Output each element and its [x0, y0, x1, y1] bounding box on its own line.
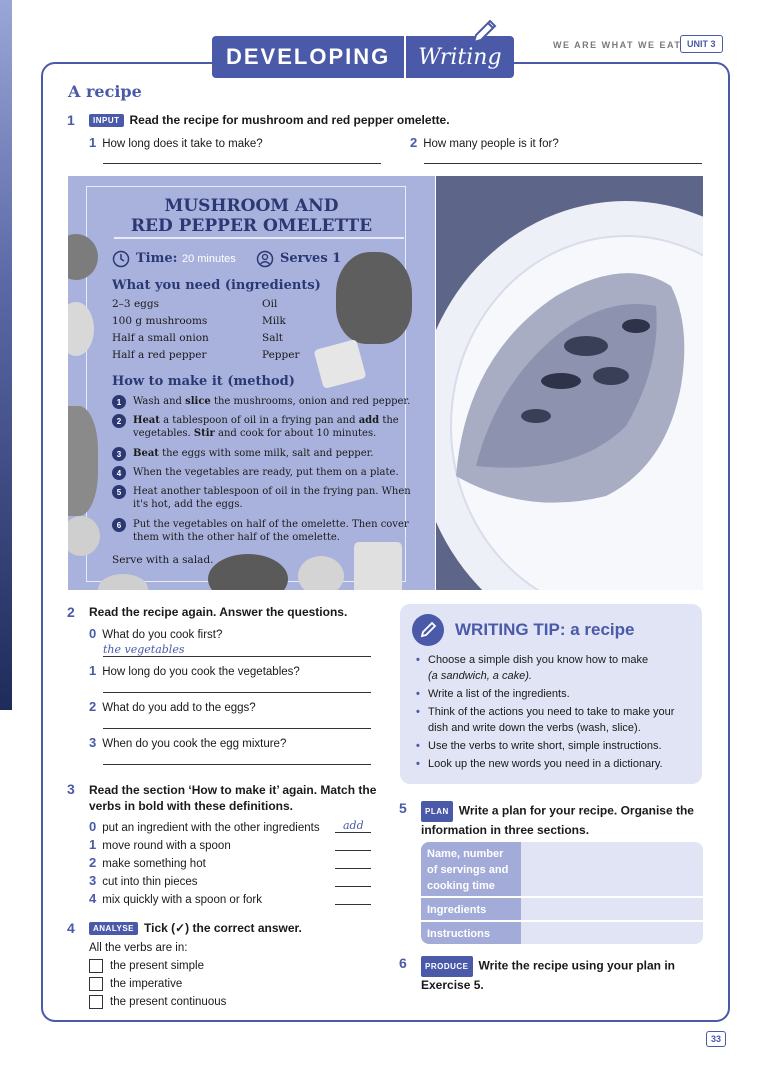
tip-item — [416, 704, 698, 736]
produce-tag: PRODUCE — [421, 956, 473, 977]
header-developing: DEVELOPING — [226, 44, 391, 69]
exercise-4-lead: All the verbs are in: — [89, 942, 188, 954]
step-number: 4 — [112, 466, 126, 480]
answer-line — [335, 832, 371, 833]
method-step — [112, 466, 412, 480]
question-text: How long does it take to make? — [102, 138, 263, 150]
pencil-icon — [412, 614, 444, 646]
answer-line[interactable] — [103, 163, 381, 164]
plan-row — [421, 842, 703, 898]
pencil-icon — [468, 18, 498, 48]
answer-line[interactable] — [103, 764, 371, 765]
ingredient: Milk — [262, 315, 286, 327]
exercise-2-question-1 — [89, 663, 300, 678]
exercise-5-instruction — [421, 801, 694, 839]
step-text-part: the vegetables. — [133, 415, 399, 439]
exercise-2-number: 2 — [67, 604, 75, 620]
answer-line[interactable] — [103, 728, 371, 729]
recipe-title-line-1: MUSHROOM AND — [164, 196, 339, 216]
ingredient: Half a small onion — [112, 332, 209, 344]
example-answer: the vegetables — [103, 643, 185, 656]
answer-line[interactable] — [424, 163, 702, 164]
section-title: A recipe — [68, 82, 142, 101]
left-edge-image — [0, 0, 12, 710]
unit-title: WE ARE WHAT WE EAT — [553, 40, 682, 50]
recipe-title — [68, 196, 435, 236]
match-item — [89, 819, 320, 834]
item-text: cut into thin pieces — [102, 876, 198, 888]
exercise-1-question-2 — [410, 135, 559, 150]
time-label-text: Time: — [136, 251, 178, 266]
exercise-1-instruction — [89, 113, 450, 127]
omelette-photo — [436, 176, 703, 590]
step-number: 6 — [112, 518, 126, 532]
exercise-5-number: 5 — [399, 800, 407, 816]
ingredient: Half a red pepper — [112, 349, 207, 361]
step-text — [133, 395, 410, 409]
time-value: 20 minutes — [181, 253, 236, 265]
step-number: 3 — [112, 447, 126, 461]
option-label: the present simple — [110, 960, 204, 972]
pencil-glyph — [412, 614, 444, 646]
plan-cell[interactable] — [521, 898, 703, 920]
method-step — [112, 395, 412, 409]
match-item — [89, 873, 198, 888]
tip-text: (a sandwich, a cake). — [428, 670, 532, 682]
item-number: 3 — [89, 873, 97, 888]
header-writing: Writing — [404, 36, 513, 78]
ingredient: 100 g mushrooms — [112, 315, 208, 327]
step-number: 5 — [112, 485, 126, 499]
method-heading: How to make it (method) — [112, 374, 295, 389]
plan-row — [421, 922, 703, 944]
step-text: When the vegetables are ready, put them on a plate. — [133, 467, 399, 478]
item-text: move round with a spoon — [102, 840, 231, 852]
question-number: 2 — [410, 135, 418, 150]
red-pepper-image — [336, 252, 412, 344]
step-text-part: a tablespoon of oil in a frying pan and — [159, 415, 359, 426]
step-text — [133, 447, 373, 461]
ingredient: Oil — [262, 298, 278, 310]
ingredients-heading: What you need (ingredients) — [112, 278, 321, 293]
exercise-4-instruction — [89, 921, 302, 935]
instruction-line: Write the recipe using your plan in — [478, 958, 675, 973]
unit-badge: UNIT 3 — [680, 35, 723, 53]
plan-cell[interactable] — [521, 922, 703, 944]
checkbox[interactable] — [89, 959, 103, 973]
instruction-line: verbs in bold with these definitions. — [89, 799, 294, 813]
plan-row-header: Ingredients — [421, 898, 521, 920]
step-text — [133, 414, 412, 440]
writing-tip-box — [400, 604, 702, 784]
instruction-line: Exercise 5. — [421, 978, 484, 992]
ingredient: Salt — [262, 332, 284, 344]
option-label: the present continuous — [110, 996, 227, 1008]
title-rule — [114, 237, 404, 239]
exercise-6-instruction — [421, 956, 675, 994]
exercise-2-instruction: Read the recipe again. Answer the questions. — [89, 605, 348, 619]
plan-row — [421, 898, 703, 922]
exercise-3-instruction — [89, 782, 376, 814]
recipe-title-line-2: RED PEPPER OMELETTE — [130, 216, 373, 236]
method-step — [112, 414, 412, 440]
item-number: 1 — [89, 837, 97, 852]
tip-text: Choose a simple dish you know how to make — [428, 654, 649, 666]
step-number: 2 — [112, 414, 126, 428]
bold-verb: Stir — [193, 428, 215, 439]
serve-note: Serve with a salad. — [112, 554, 214, 566]
analyse-tag: ANALYSE — [89, 922, 138, 935]
question-text: What do you cook first? — [102, 629, 223, 641]
item-text: mix quickly with a spoon or fork — [102, 894, 263, 906]
step-text: Put the vegetables on half of the omelette. Then cover them with the other half of the omelette. — [133, 519, 409, 543]
omelette-illustration — [436, 176, 703, 590]
plan-cell[interactable] — [521, 842, 703, 896]
mushroom-image — [354, 542, 402, 590]
exercise-3-number: 3 — [67, 781, 75, 797]
step-text-part: and cook for about 10 minutes. — [214, 428, 377, 439]
question-number: 2 — [89, 699, 97, 714]
bold-verb: add — [358, 415, 380, 426]
tip-text: Think of the actions you need to take to make your — [428, 706, 675, 718]
tip-item: • Use the verbs to write short, simple instructions. — [416, 738, 698, 754]
step-text-part: the mushrooms, onion and red pepper. — [210, 396, 411, 407]
exercise-4-number: 4 — [67, 920, 75, 936]
person-icon — [256, 250, 274, 268]
match-item — [89, 837, 231, 852]
tip-item — [416, 652, 698, 684]
mushroom-image — [298, 556, 344, 590]
item-number: 2 — [89, 855, 97, 870]
step-text-part: Wash and — [133, 396, 186, 407]
page-number: 33 — [706, 1031, 726, 1047]
step-text: Heat another tablespoon of oil in the frying pan. When it's hot, add the eggs. — [133, 486, 411, 510]
instruction-line: information in three sections. — [421, 823, 590, 837]
answer-line[interactable] — [103, 692, 371, 693]
item-number: 0 — [89, 819, 97, 834]
question-text: What do you add to the eggs? — [102, 702, 256, 714]
question-text: How many people is it for? — [423, 138, 559, 150]
plan-tag: PLAN — [421, 801, 453, 822]
item-text: make something hot — [102, 858, 206, 870]
option-label: the imperative — [110, 978, 183, 990]
exercise-1-text: Read the recipe for mushroom and red pepper omelette. — [129, 113, 450, 127]
question-number: 3 — [89, 735, 97, 750]
checkbox[interactable] — [89, 995, 103, 1009]
exercise-4-text: Tick (✓) the correct answer. — [144, 921, 302, 935]
exercise-6-number: 6 — [399, 955, 407, 971]
recipe-card — [68, 176, 435, 590]
step-text-part: the eggs with some milk, salt and pepper. — [158, 448, 374, 459]
item-text: put an ingredient with the other ingredients — [102, 822, 320, 834]
instruction-line: Write a plan for your recipe. Organise the — [458, 803, 694, 818]
method-step — [112, 447, 412, 461]
ingredient: 2–3 eggs — [112, 298, 159, 310]
pepper-slice-image — [68, 406, 98, 516]
tip-title: WRITING TIP: a recipe — [455, 620, 635, 639]
match-item — [89, 891, 262, 906]
clock-icon — [112, 250, 130, 268]
plan-row-header: Instructions — [421, 922, 521, 944]
bold-verb: slice — [185, 396, 211, 407]
instruction-line: Read the section ‘How to make it’ again. Match the — [89, 783, 377, 797]
answer-line[interactable] — [335, 904, 371, 905]
plan-row-header: Name, number of servings and cooking time — [421, 842, 521, 896]
match-item — [89, 855, 206, 870]
serves-label: Serves 1 — [280, 251, 342, 266]
answer-line — [103, 656, 371, 657]
question-text: How long do you cook the vegetables? — [102, 666, 300, 678]
example-answer: add — [343, 819, 364, 832]
answer-line[interactable] — [335, 886, 371, 887]
question-number: 0 — [89, 626, 97, 641]
exercise-2-question-0 — [89, 626, 222, 641]
exercise-1-question-1 — [89, 135, 263, 150]
answer-line[interactable] — [335, 850, 371, 851]
tip-item: • Write a list of the ingredients. — [416, 686, 698, 702]
tip-item: • Look up the new words you need in a dictionary. — [416, 756, 698, 772]
tip-list — [416, 652, 698, 774]
checkbox[interactable] — [89, 977, 103, 991]
step-number: 1 — [112, 395, 126, 409]
ingredient: Pepper — [262, 349, 300, 361]
answer-line[interactable] — [335, 868, 371, 869]
bold-verb: Beat — [133, 448, 159, 459]
method-step — [112, 485, 412, 511]
item-number: 4 — [89, 891, 97, 906]
question-number: 1 — [89, 135, 97, 150]
plan-table — [421, 842, 703, 944]
exercise-2-question-3 — [89, 735, 286, 750]
bold-verb: Heat — [133, 415, 160, 426]
exercise-2-question-2 — [89, 699, 256, 714]
tip-text: dish and write down the verbs (wash, slice). — [428, 722, 641, 734]
input-tag: INPUT — [89, 114, 124, 127]
time-label — [136, 251, 236, 266]
question-number: 1 — [89, 663, 97, 678]
exercise-1-number: 1 — [67, 112, 75, 128]
question-text: When do you cook the egg mixture? — [102, 738, 287, 750]
method-step — [112, 518, 412, 544]
